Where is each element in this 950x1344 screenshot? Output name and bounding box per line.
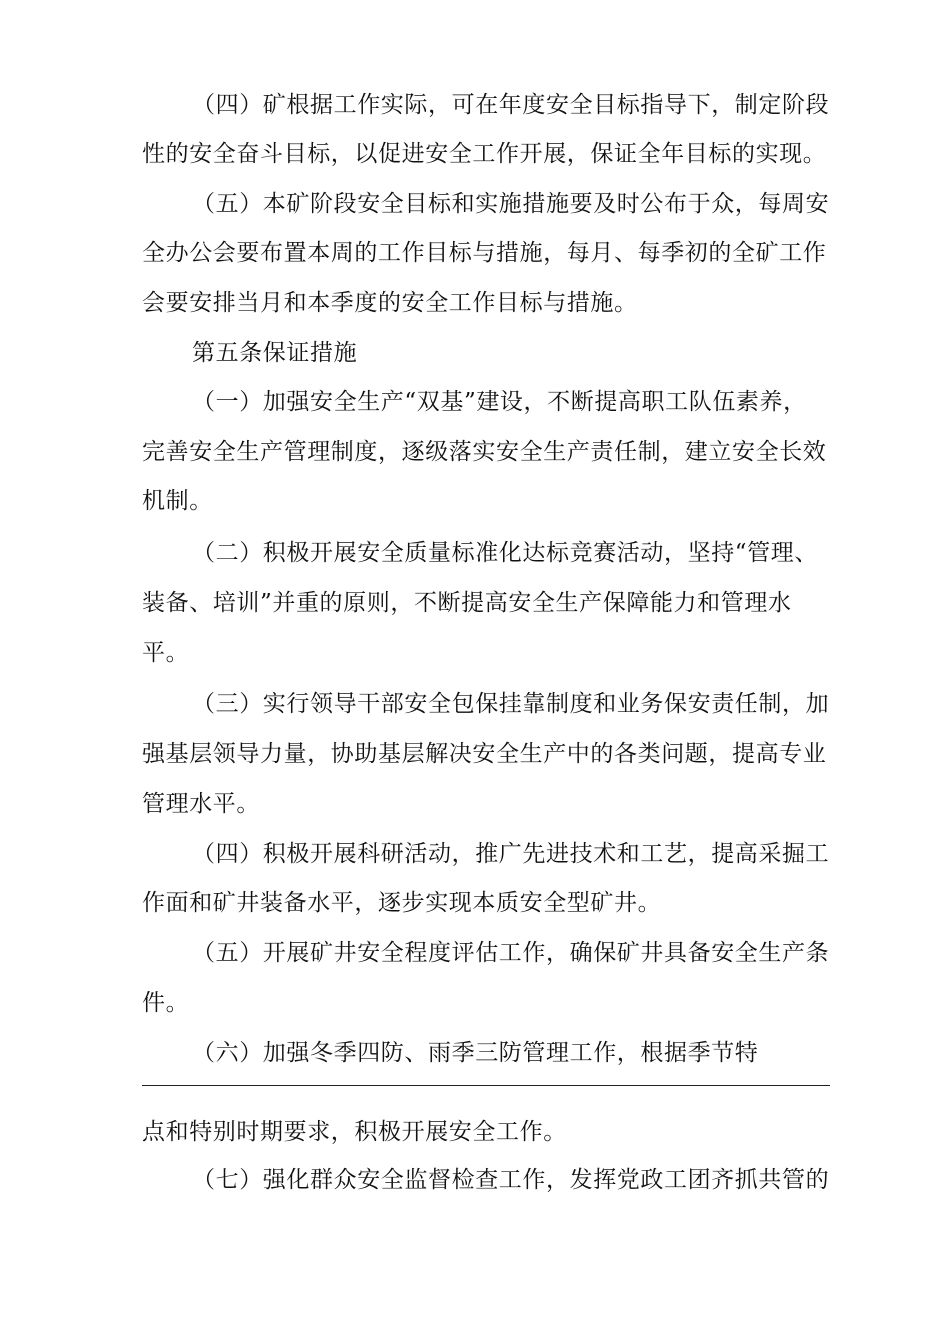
measure-3-line-3: 管理水平。 [142,791,260,817]
paragraph-5-line-3: 会要安排当月和本季度的安全工作目标与措施。 [142,290,638,316]
paragraph-5-line-1: （五）本矿阶段安全目标和实施措施要及时公布于众，每周安 [192,191,830,217]
measure-2-line-2: 装备、培训”并重的原则，不断提高安全生产保障能力和管理水 [142,590,792,616]
measure-5-line-1: （五）开展矿井安全程度评估工作，确保矿井具备安全生产条 [192,940,830,966]
measure-6-line-2: 点和特别时期要求，积极开展安全工作。 [142,1119,567,1145]
measure-1-line-3: 机制。 [142,488,213,514]
page-break-divider [142,1085,830,1086]
measure-3-line-2: 强基层领导力量，协助基层解决安全生产中的各类问题，提高专业 [142,741,827,767]
section-heading: 第五条保证措施 [192,340,358,366]
paragraph-5-line-2: 全办公会要布置本周的工作目标与措施，每月、每季初的全矿工作 [142,240,827,266]
measure-1-line-1: （一）加强安全生产“双基”建设，不断提高职工队伍素养， [192,389,807,415]
measure-2-line-3: 平。 [142,640,190,666]
measure-5-line-2: 件。 [142,990,190,1016]
paragraph-4-line-1: （四）矿根据工作实际，可在年度安全目标指导下，制定阶段 [192,92,830,118]
measure-6-line-1: （六）加强冬季四防、雨季三防管理工作，根据季节特 [192,1040,759,1066]
measure-4-line-1: （四）积极开展科研活动，推广先进技术和工艺，提高采掘工 [192,841,830,867]
measure-4-line-2: 作面和矿井装备水平，逐步实现本质安全型矿井。 [142,890,662,916]
measure-1-line-2: 完善安全生产管理制度，逐级落实安全生产责任制，建立安全长效 [142,439,827,465]
measure-7-line-1: （七）强化群众安全监督检查工作，发挥党政工团齐抓共管的 [192,1167,830,1193]
paragraph-4-line-2: 性的安全奋斗目标，以促进安全工作开展，保证全年目标的实现。 [142,141,827,167]
measure-3-line-1: （三）实行领导干部安全包保挂靠制度和业务保安责任制，加 [192,691,830,717]
measure-2-line-1: （二）积极开展安全质量标准化达标竞赛活动，坚持“管理、 [192,540,818,566]
